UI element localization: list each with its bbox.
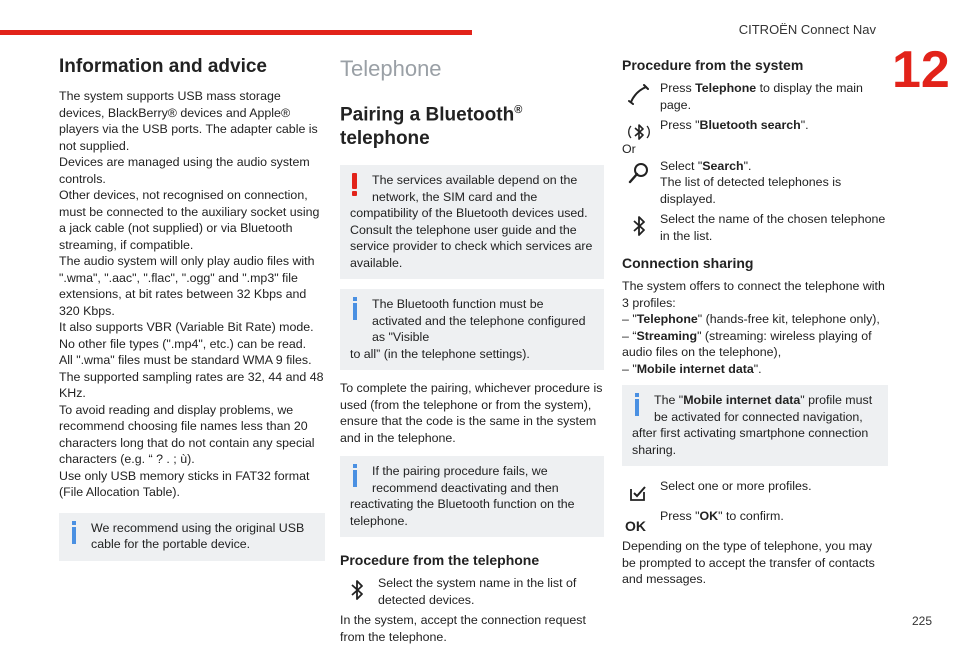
checkbox-icon bbox=[626, 480, 652, 506]
step-text: Select the name of the chosen telephone in the list. bbox=[660, 212, 886, 243]
text: Press " bbox=[660, 509, 700, 523]
bluetooth-icon bbox=[344, 577, 370, 603]
paragraph: All ".wma" files must be standard WMA 9 files. bbox=[59, 353, 312, 367]
info-icon bbox=[352, 297, 358, 321]
chapter-color-bar bbox=[0, 30, 472, 35]
profile-item bbox=[622, 311, 888, 328]
paragraph: The system supports USB mass storage devices, BlackBerry® devices and Apple® players via the USB ports. The adapter cable is not supplied. bbox=[59, 89, 318, 153]
page-number: 225 bbox=[911, 614, 932, 628]
procedure-heading: Procedure from the system bbox=[622, 57, 804, 73]
info-note bbox=[340, 289, 604, 370]
paragraph: Other devices, not recognised on connection, must be connected to the auxiliary socket using a jack cable (not supplied) or via Bluetooth streaming, if compatible. bbox=[59, 188, 320, 252]
heading-text-end: telephone bbox=[340, 128, 430, 150]
paragraph: The audio system will only play audio files with ".wma", ".aac", ".flac", ".ogg" and ".mp3" file extensions, at bit rates between 32 Kbps and 320 Kbps. bbox=[59, 254, 315, 318]
bold-text: Search bbox=[702, 158, 744, 173]
step-text bbox=[660, 117, 888, 134]
connection-sharing-heading: Connection sharing bbox=[622, 255, 754, 271]
info-text-rest: reactivating the Bluetooth function on the telephone. bbox=[350, 497, 575, 528]
magnifier-icon bbox=[626, 160, 652, 186]
registered-mark: ® bbox=[514, 104, 523, 116]
column-telephone bbox=[340, 56, 604, 645]
paragraph: No other file types (".mp4", etc.) can be read. bbox=[59, 336, 307, 351]
bluetooth-icon bbox=[626, 213, 652, 239]
info-text bbox=[632, 392, 878, 425]
paragraph: Depending on the type of telephone, you may be prompted to accept the transfer of contacts and messages. bbox=[622, 539, 875, 586]
bold-text: Mobile internet data bbox=[636, 361, 754, 376]
info-note bbox=[59, 513, 325, 561]
bold-text: Mobile internet data bbox=[683, 393, 801, 407]
step-text bbox=[660, 80, 888, 113]
section-heading: Information and advice bbox=[59, 56, 267, 77]
step-text: The list of detected telephones is displayed. bbox=[660, 175, 842, 206]
step-text: Select one or more profiles. bbox=[660, 479, 812, 493]
text: ". bbox=[800, 118, 809, 132]
text: – “ bbox=[622, 328, 637, 343]
paragraph: To complete the pairing, whichever procedure is used (from the telephone or from the system), ensure that the code is the same in the system and in the telephone. bbox=[340, 381, 603, 445]
procedure-step bbox=[622, 211, 888, 244]
chapter-number: 12 bbox=[892, 41, 950, 99]
step-text: Select the system name in the list of detected devices. bbox=[378, 576, 577, 607]
telephone-handset-icon bbox=[626, 82, 652, 108]
info-text: If the pairing procedure fails, we recommend deactivating and then bbox=[372, 464, 559, 495]
text: ". bbox=[743, 158, 752, 173]
or-text: Or bbox=[622, 142, 636, 156]
procedure-step bbox=[622, 80, 888, 113]
bold-text: Telephone bbox=[695, 81, 757, 95]
step-text bbox=[660, 158, 888, 175]
text: to display the main page. bbox=[660, 81, 863, 112]
text: Press bbox=[660, 81, 696, 95]
paragraph: To avoid reading and display problems, we recommend choosing file names less than 20 characters long that do not contain any special characters (e.g. “ ? . ; ù). bbox=[59, 402, 315, 466]
text: – " bbox=[622, 361, 637, 376]
warning-icon bbox=[352, 173, 358, 197]
text: Select " bbox=[660, 158, 703, 173]
info-text-rest: to all” (in the telephone settings). bbox=[350, 346, 530, 361]
procedure-step bbox=[622, 117, 888, 137]
bold-text: Streaming bbox=[636, 328, 698, 343]
paragraph: It also supports VBR (Variable Bit Rate) mode. bbox=[59, 320, 314, 334]
paragraph: The supported sampling rates are 32, 44 and 48 KHz. bbox=[59, 369, 324, 400]
bluetooth-search-icon bbox=[626, 119, 652, 145]
pairing-heading bbox=[340, 98, 604, 151]
column-system-procedure bbox=[622, 56, 888, 588]
procedure-step bbox=[622, 158, 888, 208]
bold-text: OK bbox=[699, 509, 719, 523]
paragraph: The system offers to connect the telephone with 3 profiles: bbox=[622, 279, 885, 310]
procedure-heading: Procedure from the telephone bbox=[340, 552, 540, 569]
bold-text: Bluetooth search bbox=[699, 118, 801, 132]
procedure-step bbox=[340, 575, 604, 608]
bold-text: Telephone bbox=[636, 312, 698, 326]
ok-icon: OK bbox=[625, 518, 646, 534]
text: " (hands-free kit, telephone only), bbox=[697, 312, 880, 326]
text: " (streaming: wireless playing of audio files on the telephone), bbox=[622, 328, 872, 359]
warning-text-rest: compatibility of the Bluetooth devices used. Consult the telephone user guide and the service provider to check which services are available. bbox=[350, 206, 593, 270]
info-text-rest: after first activating smartphone connection sharing. bbox=[632, 426, 869, 457]
info-note bbox=[340, 456, 604, 537]
paragraph: In the system, accept the connection request from the telephone. bbox=[340, 613, 586, 644]
heading-text: Pairing a Bluetooth bbox=[340, 104, 515, 126]
paragraph: Devices are managed using the audio system controls. bbox=[59, 155, 310, 186]
info-note bbox=[622, 385, 888, 466]
info-icon bbox=[634, 393, 640, 417]
step-text bbox=[660, 508, 888, 525]
section-title: Telephone bbox=[340, 56, 442, 81]
text: " profile must be activated for connected navigation, bbox=[654, 393, 873, 424]
text: " to confirm. bbox=[718, 509, 784, 523]
info-note-text: We recommend using the original USB cable for the portable device. bbox=[91, 520, 305, 551]
text: Press " bbox=[660, 118, 700, 132]
warning-text: The services available depend on the network, the SIM card and the bbox=[372, 173, 578, 204]
procedure-step bbox=[622, 478, 888, 498]
text: – " bbox=[622, 312, 637, 326]
profile-item bbox=[622, 328, 888, 361]
info-icon bbox=[71, 521, 77, 545]
profile-item bbox=[622, 361, 888, 378]
paragraph: Use only USB memory sticks in FAT32 format (File Allocation Table). bbox=[59, 468, 310, 499]
text: The " bbox=[654, 393, 684, 407]
info-icon bbox=[352, 464, 358, 488]
info-text: The Bluetooth function must be activated and the telephone configured as "Visible bbox=[372, 297, 586, 345]
warning-note bbox=[340, 165, 604, 279]
column-info-advice bbox=[59, 56, 325, 571]
procedure-step bbox=[622, 508, 888, 534]
running-header: CITROËN Connect Nav bbox=[738, 22, 876, 37]
text: ". bbox=[753, 361, 762, 376]
